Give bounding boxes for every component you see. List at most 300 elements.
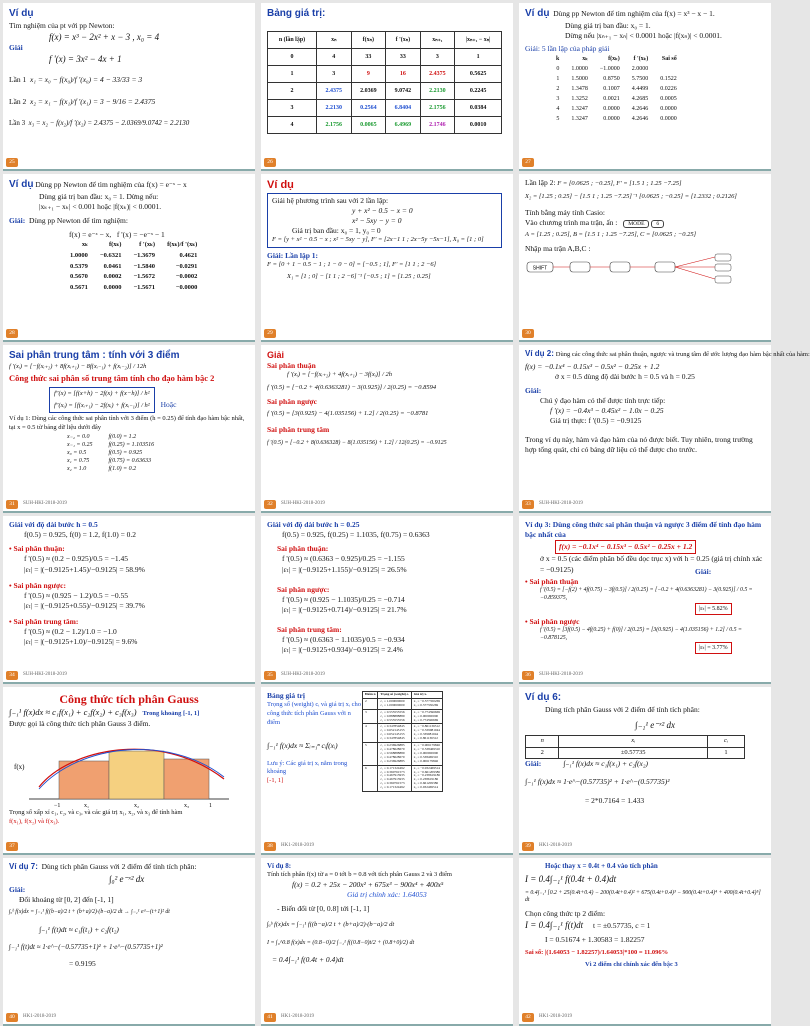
casio-key-diagram: [525, 254, 755, 288]
slide-title: Hoặc thay x = 0.4t + 0.4 vào tích phân: [545, 862, 658, 870]
table-cell: 2.0000: [631, 65, 649, 72]
iteration-label: Lần 3: [9, 119, 26, 128]
table-cell: 0.5625: [455, 65, 502, 82]
slide-title: Công thức tích phân Gauss: [59, 692, 199, 706]
slide-title: Ví dụ 8:: [267, 862, 292, 870]
value-table: [267, 31, 502, 135]
forward-error: |εₜ| = 5.82%: [695, 603, 732, 615]
table-cell: 2.4375: [420, 65, 455, 82]
slide-title: Giải với độ dài bước h = 0.5: [9, 520, 98, 529]
slide-number: 26: [264, 158, 276, 167]
footer: HK1-2018-2019: [539, 843, 573, 849]
table-cell: 0.4621: [179, 251, 198, 259]
result: I = 0.51674 + 1.30583 = 1.82257: [545, 935, 645, 945]
slide-title: Giải: [267, 350, 285, 360]
table-cell: c₁ = 0.171324492 c₂ = 0.360761573 c₃ = 0.467913935 c₄ = 0.467913935 c₅ = 0.360761573 c₆ = 0.171324492: [378, 765, 411, 791]
table-cell: x₋₂ = 0.0: [67, 433, 90, 440]
table-cell: 0.0461: [103, 262, 122, 270]
table-cell: 0.0021: [603, 96, 620, 103]
table-cell: 2.1756: [420, 99, 455, 116]
slide-title: Bảng giá trị: [267, 691, 305, 700]
slide-number: 35: [264, 671, 276, 680]
example-text: Ví dụ 1: Dùng các công thức sai phân tính với 3 điểm (h = 0.25) để tính đạo hàm bậc nhất, tại x = 0.5 từ bảng dữ liệu dưới đây: [9, 415, 245, 432]
forward-label: Sai phân thuận:: [13, 544, 65, 554]
table-cell: 0.0010: [455, 116, 502, 133]
table-cell: x₁ = −0.774596669 x₂ = 0.000000000 x₃ = 0.774596669: [411, 709, 442, 724]
tick-label: x₂: [134, 803, 140, 810]
table-cell: −1.5671: [133, 284, 156, 292]
table-row: [363, 698, 443, 709]
change-interval: Đổi khoảng từ [0, 2] đến [-1, 1]: [19, 895, 114, 905]
slide-number: 40: [6, 1013, 18, 1022]
forward-label: Sai phân thuận:: [277, 544, 329, 554]
second-derivative-2: f″(xᵢ) = [f(xᵢ₊₁) − 2f(xᵢ) + f(xᵢ₋₁)] / h²: [54, 401, 150, 409]
table-cell: 2: [363, 698, 378, 709]
integral: ∫₋₁¹ e⁻ˣ² dx: [635, 719, 676, 730]
step-2: = 0.4∫₋₁¹ [0.2 + 25(0.4t+0.4) − 200(0.4t+0.4)² + 675(0.4t+0.4)³ − 900(0.4t+0.4)⁴ + 400(0.4t+0.4)⁵] dt: [525, 889, 761, 904]
slide-value-table: [261, 3, 513, 171]
table-cell: 0.5379: [70, 262, 88, 270]
system-box: [267, 193, 502, 248]
table-cell: −0.0002: [175, 273, 198, 281]
slide-number: 38: [264, 842, 276, 851]
slide-number: 33: [522, 500, 534, 509]
table-cell: 3: [420, 48, 455, 65]
table-row: [550, 94, 683, 104]
table-cell: 4.2646: [631, 106, 649, 113]
function: f(x) = e⁻ˣ − x,: [69, 229, 112, 239]
slide-number: 34: [6, 671, 18, 680]
task-text: Dùng pp Newton để tìm nghiệm của f(x) = e⁻ˣ − x: [35, 180, 187, 189]
table-cell: xₖ: [582, 55, 588, 62]
table-cell: 0: [556, 65, 560, 72]
table-cell: f(0.5) = 0.925: [108, 449, 143, 456]
table-cell: 2: [526, 747, 559, 759]
step-3: = 2*0.7164 = 1.433: [585, 795, 645, 805]
table-cell: 0.0000: [603, 106, 620, 113]
table-row: [59, 449, 162, 457]
table-row: [64, 272, 203, 283]
central-error: |εₜ| = |(−0.9125+1.0)/−0.9125| = 9.6%: [24, 637, 138, 647]
table-row: [363, 765, 443, 791]
forward-result: f '(0.5) = [−0.2 + 4(0.6363281) − 3(0.925)] / 2(0.25) = −0.8594: [267, 384, 437, 392]
table-cell: 0.0002: [103, 273, 122, 281]
iteration-eq: x₁ = x₀ − f(x₀)/f '(x₀) = 4 − 33/33 = 3: [30, 75, 143, 85]
slide-title: Ví dụ: [9, 179, 34, 190]
table-cell: c₁ = 0.555555556 c₂ = 0.888888889 c₃ = 0.555555556: [378, 709, 411, 724]
iteration-table: [550, 54, 683, 125]
table-cell: f(0.75) = 0.63633: [108, 458, 152, 465]
step-transform: ∫ₐᵇ f(x)dx = ∫₋₁¹ f((b−a)/2 t + (b+a)/2)·(b−a)/2 dt: [267, 920, 395, 928]
iteration-eq: F = [0 + 1 − 0.5 − 1 ; 1 − 0 − 0] = [−0.5 ; 1], F' = [1 1 ; 2 −6]: [267, 261, 437, 269]
table-row: [64, 251, 203, 262]
forward-approx: f '(0.5) ≈ (0.2 − 0.925)/0.5 = −1.45: [24, 554, 128, 564]
table-cell: 6.8404: [386, 99, 421, 116]
table-cell: 1.0000: [70, 251, 88, 259]
task-text: Dùng tích phân Gauss với 2 điểm để tính tích phân:: [545, 704, 700, 714]
table-row: [550, 64, 683, 74]
table-cell: x₁ = −0.932469514 x₂ = −0.661209386 x₃ = −0.238619186 x₄ = 0.238619186 x₅ = 0.661209386 x₆ = 0.932469514: [411, 765, 442, 791]
backward-error: |εₜ| = |(−0.9125+0.714)/−0.9125| = 21.7%: [282, 604, 407, 614]
table-cell: 1.3247: [571, 116, 588, 123]
footer: SUH-HKI-2018-2019: [281, 501, 325, 507]
table-cell: 33: [386, 48, 421, 65]
six-key: 6: [651, 220, 664, 228]
table-cell: f(1.0) = 0.2: [108, 466, 137, 473]
footer: SUH-HKI-2018-2019: [23, 672, 67, 678]
table-cell: 0.5671: [70, 284, 88, 292]
table-cell: −0.0000: [175, 284, 198, 292]
table-cell: c₁ = 0.347854845 c₂ = 0.652145155 c₃ = 0.652145155 c₄ = 0.347854845: [378, 724, 411, 743]
backward-label: Sai phân ngược: [267, 396, 317, 406]
solution-label: Giải:: [9, 884, 26, 894]
central-approx: f '(0.5) ≈ (0.2 − 1.2)/1.0 = −1.0: [24, 627, 117, 637]
central-approx: f '(0.5) ≈ (0.6363 − 1.1035)/0.5 = −0.934: [282, 635, 405, 645]
table-cell: 0.1007: [603, 86, 620, 93]
evaluation-point: ở x = 0.5 (các điểm phân bố đều dọc trục x) với h = 0.25 (giá trị chính xác = −0.9125): [540, 554, 763, 574]
input-label: Nhập ma trận A,B,C :: [525, 243, 591, 253]
table-row: [59, 441, 162, 449]
slide-title: Ví dụ: [267, 179, 294, 191]
slide-number: 27: [522, 158, 534, 167]
conclusion: Vì 2 điểm chỉ chính xác đến bậc 3: [585, 961, 678, 969]
paragraph: Trong ví dụ này, hàm và đạo hàm của nó được biết. Tuy nhiên, trong trường hợp tổng quát, chỉ có bảng dữ liệu có thể được cho trước.: [525, 434, 753, 454]
derivative: f '(x) = 3x² − 4x + 1: [49, 53, 122, 64]
table-cell: 1: [556, 76, 560, 83]
table-cell: 2.1746: [420, 116, 455, 133]
iteration-eq: x₂ = x₁ − f(x₁)/f '(x₁) = 3 − 9/16 = 2.4375: [30, 97, 156, 107]
subtitle: Công thức sai phân số trung tâm tính cho đạo hàm bậc 2: [9, 373, 215, 384]
slide-number: 42: [522, 1013, 534, 1022]
table-row: [59, 433, 162, 441]
iteration-label: Giải: Lần lặp 1:: [267, 251, 319, 261]
step-1: ∫₋₁¹ f(x)dx ≈ c₁f(x₁) + c₂f(x₂): [563, 759, 648, 769]
table-cell: 5: [363, 743, 378, 766]
iteration-label: Lần 2: [9, 97, 27, 107]
iteration-label: Lần 1: [9, 75, 27, 85]
slide-number: 37: [6, 842, 18, 851]
table-row: [363, 724, 443, 743]
table-row: [526, 747, 745, 759]
intro-text: Trọng số (weight) cᵢ và giá trị xᵢ cho công thức tích phân Gauss với n điểm: [267, 701, 361, 726]
gauss-table: [525, 735, 745, 760]
table-cell: |xₙ₊₁ − xₙ|: [455, 31, 502, 48]
table-cell: 0.0000: [603, 116, 620, 123]
shift-key: SHIFT: [532, 265, 548, 272]
table-cell: 2.4375: [317, 82, 352, 99]
step-substitute: I = ∫₀^0.8 f(x)dx = (0.8−0)/2 ∫₋₁¹ f((0.8−0)t/2 + (0.8+0)/2) dt: [267, 940, 415, 947]
central-error: |εₜ| = |(−0.9125+0.934)/−0.9125| = 2.4%: [282, 645, 403, 655]
forward-formula: f '(xᵢ) = [−f(xᵢ₊₂) + 4f(xᵢ₊₁) − 3f(xᵢ)] / 2h: [287, 371, 392, 379]
table-cell: xₙ: [317, 31, 352, 48]
backward-label: Sai phân ngược:: [13, 580, 66, 590]
tick-label: x₃: [184, 803, 190, 810]
table-cell: xᵢ: [559, 735, 707, 747]
table-cell: 3: [317, 65, 352, 82]
table-row: [268, 116, 502, 133]
table-cell: 0.0065: [351, 116, 386, 133]
solution-label: Giải: 5 lần lặp của pháp giải: [525, 43, 610, 53]
task-text: Tìm nghiệm của pt với pp Newton:: [9, 20, 115, 30]
table-cell: 1.0000: [571, 65, 588, 72]
initial-values: Giá trị ban đầu: x₀ = 1, y₀ = 0: [292, 226, 381, 236]
table-cell: f '(xₖ): [139, 241, 156, 248]
table-cell: 4.2685: [631, 96, 649, 103]
slide-number: 39: [522, 842, 534, 851]
table-row: [550, 74, 683, 84]
slide-number: 36: [522, 671, 534, 680]
table-cell: n (lần lặp): [268, 31, 317, 48]
table-cell: 4: [268, 116, 317, 133]
solution-label: Giải: [9, 42, 23, 52]
forward-label: Sai phân thuận: [529, 576, 579, 586]
data-values: f(0.5) = 0.925, f(0.25) = 1.1035, f(0.75) = 0.6363: [282, 530, 430, 540]
table-row: [363, 743, 443, 766]
backward-result: f '(0.5) = [3(0.925) − 4(1.035156) + 1.2] / 2(0.25) = −0.8781: [267, 409, 429, 417]
casio-label: Tính bằng máy tính Casio:: [525, 207, 605, 217]
slide-title: Ví dụ 7:: [9, 862, 38, 871]
table-cell: 0.2564: [351, 99, 386, 116]
equation: f(x) = x³ − 2x² + x − 3 , x₀ = 4: [49, 31, 160, 42]
task-text: Dùng pp Newton để tìm nghiệm của f(x) = x³ − x − 1.: [553, 9, 715, 18]
mode-key: MODE: [623, 220, 649, 228]
integral: ∫₀² e⁻ˣ² dx: [109, 873, 145, 884]
slide-step-025: [261, 516, 513, 684]
second-derivative-1: f″(x) = [f(x+h) − 2f(x) + f(x−h)] / h²: [54, 389, 150, 397]
table-cell: 2.2130: [317, 99, 352, 116]
result: = 0.9195: [69, 958, 96, 968]
task-text: Dùng các công thức sai phân thuận, ngược và trung tâm để ước lượng đạo hàm bậc nhất của hàm:: [555, 351, 810, 358]
table-cell: f '(xₖ): [633, 55, 649, 62]
iteration-label: Lần lặp 2:: [525, 178, 556, 187]
forward-approx: f '(0.5) ≈ (0.6363 − 0.925)/0.25 = −1.155: [282, 554, 405, 564]
tick-label: 1: [209, 803, 212, 810]
table-cell: f(xₖ)/f '(xₖ): [167, 241, 198, 248]
slide-title: Ví dụ: [9, 8, 34, 19]
table-cell: 6.4969: [386, 116, 421, 133]
table-cell: 0.5670: [70, 273, 88, 281]
table-cell: xₙ₊₁: [420, 31, 455, 48]
or-label: Hoặc: [160, 399, 177, 409]
backward-formula: f '(0.5) = [3f(0.5) − 4f(0.25) + f(0)] / 2(0.25) = [3(0.925) − 4(1.035156) + 1.2] / 0.5 = −0.878125,: [540, 626, 742, 641]
step-3: I = 0.4∫₋₁¹ f(t)dt: [525, 920, 584, 931]
slide-system-example: [261, 174, 513, 342]
gauss-plot: [9, 729, 249, 809]
formula-box: [49, 387, 155, 414]
table-row: [268, 48, 502, 65]
table-row: [59, 465, 162, 473]
slide-number: 28: [6, 329, 18, 338]
central-label: Sai phân trung tâm: [267, 424, 330, 434]
table-cell: 3: [268, 99, 317, 116]
initial-value: Dùng giá trị ban đầu: x₀ = 1.: [565, 20, 651, 30]
table-cell: f(0.25) = 1.103516: [108, 441, 155, 448]
table-cell: −1.5840: [133, 262, 156, 270]
backward-error: |εₜ| = |(−0.9125+0.55)/−0.9125| = 39.7%: [24, 600, 145, 610]
transform-note: - Biến đổi từ [0, 0.8] tới [-1, 1]: [277, 904, 370, 914]
casio-instruction: Vào chương trình ma trận, ấn :: [525, 217, 618, 227]
iteration-table: [64, 240, 203, 294]
evaluation-point: ở x = 0.5 dùng độ dài bước h = 0.5 và h = 0.25: [555, 371, 695, 381]
backward-label: Sai phân ngược: [529, 616, 580, 626]
slide-example-8: [261, 858, 513, 1026]
table-cell: x₋₁ = 0.25: [67, 441, 93, 448]
footer: HK1-2018-2019: [23, 1014, 57, 1020]
slide-newton-example-3: [3, 174, 255, 342]
slide-number: 41: [264, 1013, 276, 1022]
description: Được gọi là công thức tích phân Gauss 3 điểm.: [9, 718, 151, 728]
iteration-eq: F = [0.0625 ; −0.25], F' = [1.5 1 ; 1.25 −7.25]: [557, 180, 682, 187]
initial-value: Dùng giá trị ban đầu: x₀ = 1. Dừng nếu:: [39, 191, 159, 201]
table-row: [550, 84, 683, 94]
table-row: [64, 283, 203, 294]
slide-title: Bảng giá trị:: [267, 8, 326, 19]
slide-newton-example: [3, 3, 255, 171]
task-text: Tính tích phân f(x) từ a = 0 tới b = 0.8 với tích phân Gauss 2 và 3 điểm: [267, 871, 452, 879]
slide-gauss-formula: [3, 687, 255, 855]
table-cell: Giá trị xᵢ: [411, 692, 442, 699]
table-cell: f(0.0) = 1.2: [108, 433, 137, 440]
table-cell: f '(xₙ): [386, 31, 421, 48]
exact-value: Giá trị chính xác: 1.64053: [347, 890, 427, 900]
table-cell: 0.8750: [603, 76, 620, 83]
footer: SUH-HKI-2018-2019: [539, 672, 583, 678]
table-row: [268, 82, 502, 99]
table-cell: 1: [268, 65, 317, 82]
backward-approx: f '(0.5) ≈ (0.925 − 1.1035)/0.25 = −0.714: [282, 594, 405, 604]
step-transform: ∫ₐᵇ f(x)dx = ∫₋₁¹ f((b−a)/2 t + (b+a)/2)·(b−a)/2 dt → ∫₋₁¹ e^−(t+1)² dt: [9, 909, 170, 916]
table-cell: ±0.57735: [559, 747, 707, 759]
table-cell: xₖ: [81, 241, 88, 248]
result: X₁ = [1 ; 0] − [1 1 ; 2 −6]⁻¹ [−0.5 ; 1] = [1.25 ; 0.25]: [287, 273, 431, 280]
iteration-eq: x₃ = x₂ − f(x₂)/f '(x₂) = 2.4375 − 2.0369/9.0742 = 2.2130: [28, 119, 190, 128]
tick-label: −1: [54, 803, 61, 810]
table-cell: Trọng số (weight) cᵢ: [378, 692, 411, 699]
table-cell: 3: [556, 96, 560, 103]
slide-title: Ví dụ 2:: [525, 349, 554, 358]
note: Lưu ý: Các giá trị xᵢ nằm trong khoảng: [267, 759, 348, 776]
table-cell: x₁ = 0.75: [67, 458, 90, 465]
step-eval: ∫₋₁¹ f(t)dt ≈ 1·e^−(−0.57735+1)² + 1·e^−(0.57735+1)²: [9, 943, 163, 952]
table-header-row: [363, 692, 443, 699]
table-cell: 9: [351, 65, 386, 82]
central-label: Sai phân trung tâm:: [13, 617, 79, 626]
table-cell: x₁ = −0.906179846 x₂ = −0.538469310 x₃ = 0.000000000 x₄ = 0.538469310 x₅ = 0.906179846: [411, 743, 442, 766]
interval-note: Trong khoảng [-1, 1]: [142, 710, 200, 718]
table-cell: −0.6321: [99, 251, 122, 259]
table-cell: −0.0291: [175, 262, 198, 270]
table-cell: 0.0226: [660, 86, 677, 93]
table-cell: 1.3478: [571, 86, 588, 93]
table-cell: 2: [268, 82, 317, 99]
table-cell: 1: [707, 747, 744, 759]
table-cell: −1.0000: [599, 65, 620, 72]
matrices: A = [1.25 ; 0.25], B = [1.5 1 ; 1.25 −7.25], C = [0.0625 ; −0.25]: [525, 231, 697, 239]
table-cell: x₂ = 1.0: [67, 466, 87, 473]
slide-example-2: [519, 345, 810, 513]
footer: SUH-HKI-2018-2019: [281, 672, 325, 678]
slide-title: Ví dụ 6:: [525, 692, 562, 703]
jacobian: F = [y + x² − 0.5 − x ; x² − 5xy − y], F' = [2x−1 1 ; 2x−5y −5x−1], X₀ = [1 ; 0]: [272, 236, 484, 244]
central-result: f '(0.5) = [−0.2 + 8(0.636328) − 8(1.035156) + 1.2] / 12(0.25) = −0.9125: [267, 439, 447, 446]
slide-central-difference: [3, 345, 255, 513]
slide-title: Sai phân trung tâm : tính với 3 điểm: [9, 350, 180, 361]
step-2: ∫₋₁¹ f(x)dx ≈ 1·e^−(0.57735)² + 1·e^−(0.57735)²: [525, 777, 670, 787]
system-intro: Giải hệ phương trình sau với 2 lần lặp:: [272, 195, 389, 205]
table-cell: 4.2646: [631, 116, 649, 123]
description-2: Trọng số xấp xỉ c₁, c₂, và c₃, và các giá trị x₁, x₂, và x₃ để tính hàm: [9, 809, 183, 817]
table-cell: Điểm n: [363, 692, 378, 699]
slide-system-iter2: [519, 174, 771, 342]
solution-label: Giải:: [525, 759, 542, 769]
table-cell: 2.2130: [420, 82, 455, 99]
table-row: [64, 262, 203, 273]
gauss-equation: ∫₋₁¹ f(x)dx ≈ c₁f(x₁) + c₂f(x₂) + c₃f(x₃): [9, 707, 137, 718]
slide-number: 25: [6, 158, 18, 167]
table-cell: 5: [556, 116, 560, 123]
error: Sai số: |(1.64053 − 1.82257)/1.64053|*100 = 11.096%: [525, 948, 669, 956]
function: f(x) = 0.2 + 25x − 200x² + 675x³ − 900x⁴ + 400x⁵: [292, 880, 444, 890]
result: X₂ = [1.25 ; 0.25] − [1.5 1 ; 1.25 −7.25]⁻¹ [0.0625 ; −0.25] = [1.2332 ; 0.2126]: [525, 192, 737, 200]
table-cell: −1.5672: [133, 273, 156, 281]
table-cell: 0.2245: [455, 82, 502, 99]
choose-formula: Chọn công thức tp 2 điểm:: [525, 909, 606, 919]
system-eq-2: x² − 5xy − y = 0: [352, 216, 402, 226]
backward-error: |εₜ| = 3.77%: [695, 642, 732, 654]
function: f(x) = −0.1x⁴ − 0.15x³ − 0.5x² − 0.25x + 1.2: [555, 540, 696, 554]
table-row: [59, 457, 162, 465]
formula: f '(xᵢ) = [−f(xᵢ₊₂) + 8f(xᵢ₊₁) − 8f(xᵢ₋₁) + f(xᵢ₋₂)] / 12h: [9, 362, 147, 370]
step-result: = 0.4∫₋₁¹ f(0.4t + 0.4)dt: [272, 955, 344, 965]
table-cell: 5.7500: [631, 76, 649, 83]
slide-number: 29: [264, 329, 276, 338]
table-cell: 0.0000: [660, 116, 677, 123]
fx-label: f(x): [14, 763, 25, 772]
nodes: t = ±0.57735, c = 1: [592, 921, 651, 931]
table-cell: 4: [317, 48, 352, 65]
data-table: [59, 433, 162, 473]
step-gauss: ∫₋₁¹ f(t)dt ≈ c₁f(t₁) + c₂f(t₂): [39, 925, 119, 934]
step-1: I = 0.4∫₋₁¹ f(0.4t + 0.4)dt: [525, 874, 617, 885]
table-cell: 0.0000: [103, 284, 122, 292]
table-cell: f(xₖ): [608, 55, 620, 62]
footer: SUH-HKI-2018-2019: [23, 501, 67, 507]
tick-label: x₁: [84, 803, 90, 810]
derivative: f '(x) = −0.4x³ − 0.45x² − 1.0x − 0.25: [550, 406, 664, 416]
task-text: Dùng tích phân Gauss với 2 điểm để tính tích phân:: [41, 862, 197, 871]
function: f(x) = −0.1x⁴ − 0.15x³ − 0.5x² − 0.25x + 1.2: [525, 361, 660, 371]
gauss-weights-table: [362, 691, 443, 792]
slide-example-6: [519, 687, 771, 855]
table-cell: 0.0000: [660, 106, 677, 113]
table-cell: 6: [363, 765, 378, 791]
range-note: [-1, 1]: [267, 777, 284, 785]
slide-newton-example-2: [519, 3, 771, 171]
slide-solution-differences: [261, 345, 513, 513]
stop-condition: Dừng nếu |xₙ₊₁ − xₙ| < 0.0001 hoặc |f(xₙ)| < 0.0001.: [565, 30, 722, 40]
table-cell: 33: [351, 48, 386, 65]
slide-example-3: Ví dụ 3: Dùng công thức sai phân thuận và ngược 3 điểm để tính đạo hàm bậc nhất của f(x) = −0.1x⁴ − 0.15x³ − 0.5x² − 0.25x + 1.2 ở x = 0.5 (các điểm phân bố đều dọc trục x) với h = 0.25 (giá trị chính xác = −0.9125) Giải: • Sai phân thuận f '(0.5) = [−f(2) + 4f(0.75) − 3f(0.5)] / 2(0.25) = [−0.2 + 4(0.6363281) − 3(0.925)] / 0.5 = −0.859375, |εₜ| = 5.82% • Sai phân ngược f '(0.5) = [3f(0.5) − 4f(0.25) + f(0)] / 2(0.25) = [3(0.925) − 4(1.035156) + 1.2] / 0.5 = −0.878125, |εₜ| = 3.77% SUH-HKI-2018-2019 36: [519, 516, 771, 684]
table-cell: [654, 64, 683, 74]
table-cell: 2.1756: [317, 116, 352, 133]
table-cell: 0.1522: [660, 76, 677, 83]
slide-number: 31: [6, 500, 18, 509]
table-cell: cᵢ: [707, 735, 744, 747]
table-cell: 4: [556, 106, 560, 113]
solution-label: Giải:: [9, 215, 26, 225]
table-cell: f(xₖ): [108, 241, 122, 248]
table-cell: x₀ = 0.5: [67, 449, 87, 456]
